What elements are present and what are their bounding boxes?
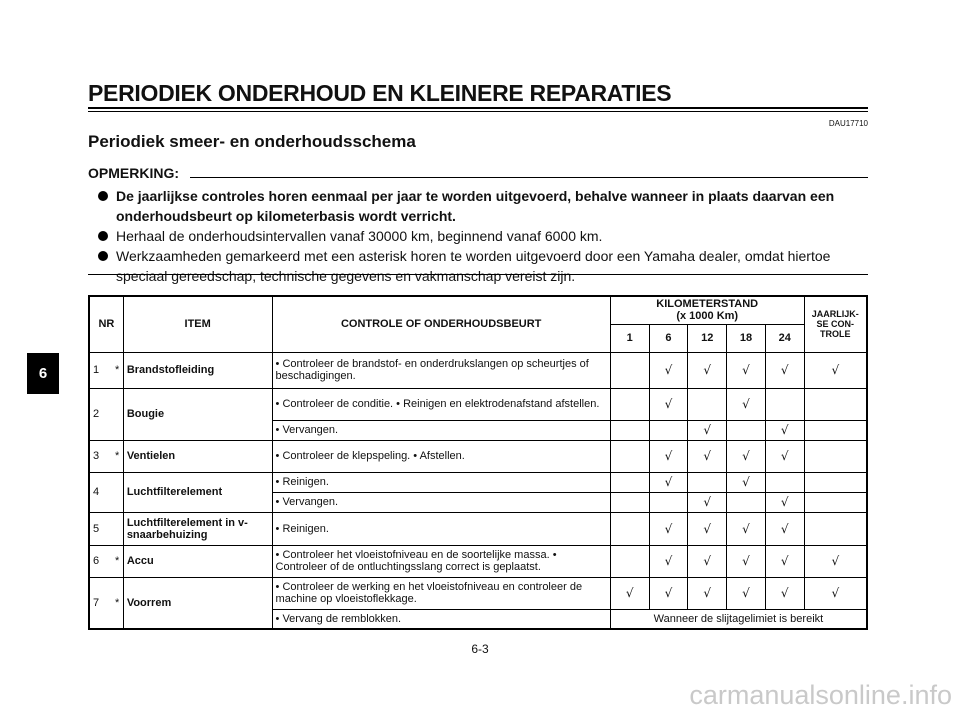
note-item bbox=[98, 186, 870, 226]
row-star: * bbox=[112, 352, 123, 388]
row-mark bbox=[804, 440, 867, 472]
row-mark: √ bbox=[765, 512, 804, 545]
row-task: • Reinigen. bbox=[272, 472, 610, 492]
row-item: Luchtfilterelement in v-snaarbehuizing bbox=[123, 512, 272, 545]
row-task: • Controleer de conditie. • Reinigen en elektrodenafstand afstellen. bbox=[272, 388, 610, 420]
row-item: Accu bbox=[123, 545, 272, 577]
row-mark bbox=[804, 512, 867, 545]
row-mark: √ bbox=[727, 388, 766, 420]
note-heading: OPMERKING: bbox=[88, 165, 179, 181]
row-mark bbox=[804, 388, 867, 420]
row-mark bbox=[649, 420, 688, 440]
row-task: • Controleer het vloeistofniveau en de soortelijke massa. • Controleer of de ontluchtingsslang correct is geplaatst. bbox=[272, 545, 610, 577]
row-mark bbox=[610, 512, 649, 545]
row-task: • Controleer de klepspeling. • Afstellen. bbox=[272, 440, 610, 472]
row-task: • Controleer de werking en het vloeistofniveau en controleer de machine op vloeistoflekkage. bbox=[272, 577, 610, 609]
note-text: Werkzaamheden gemarkeerd met een asterisk horen te worden uitgevoerd door een Yamaha dealer, omdat hiertoe speciaal gereedschap, technische gegevens en vakmanschap vereist zijn. bbox=[116, 248, 831, 284]
row-mark bbox=[610, 352, 649, 388]
note-item bbox=[98, 226, 870, 246]
row-mark bbox=[727, 420, 766, 440]
header-km-col: 1 bbox=[610, 324, 649, 352]
page-number: 6-3 bbox=[471, 642, 489, 656]
row-mark bbox=[804, 472, 867, 492]
bullet-icon bbox=[98, 231, 108, 241]
row-mark bbox=[610, 492, 649, 512]
row-mark bbox=[649, 492, 688, 512]
row-mark: √ bbox=[688, 440, 727, 472]
note-text: De jaarlijkse controles horen eenmaal per jaar te worden uitgevoerd, behalve wanneer in plaats daarvan een onderhoudsbeurt op kilometerbasis wordt verricht. bbox=[116, 188, 835, 224]
row-nr: 1 bbox=[89, 352, 112, 388]
note-item bbox=[98, 246, 870, 286]
row-mark: √ bbox=[765, 577, 804, 609]
row-item: Brandstofleiding bbox=[123, 352, 272, 388]
row-mark bbox=[804, 420, 867, 440]
row-task: • Vervangen. bbox=[272, 420, 610, 440]
row-mark: √ bbox=[727, 440, 766, 472]
note-rule bbox=[190, 177, 868, 178]
row-mark: √ bbox=[688, 492, 727, 512]
row-item: Ventielen bbox=[123, 440, 272, 472]
row-mark: √ bbox=[765, 545, 804, 577]
header-nr: NR bbox=[89, 296, 123, 352]
row-task: • Reinigen. bbox=[272, 512, 610, 545]
table-row bbox=[89, 512, 867, 545]
row-item: Voorrem bbox=[123, 577, 272, 629]
row-mark: √ bbox=[765, 352, 804, 388]
bullet-icon bbox=[98, 191, 108, 201]
row-star bbox=[112, 472, 123, 512]
row-mark bbox=[610, 440, 649, 472]
header-km-col: 6 bbox=[649, 324, 688, 352]
row-nr: 7 bbox=[89, 577, 112, 629]
row-star bbox=[112, 512, 123, 545]
row-mark bbox=[610, 472, 649, 492]
row-mark: √ bbox=[727, 545, 766, 577]
row-star bbox=[112, 388, 123, 440]
row-mark: √ bbox=[688, 512, 727, 545]
row-mark bbox=[610, 388, 649, 420]
row-mark: √ bbox=[727, 472, 766, 492]
row-mark: √ bbox=[688, 352, 727, 388]
header-km-label: KILOMETERSTAND bbox=[656, 298, 759, 311]
row-mark: √ bbox=[727, 577, 766, 609]
doc-code: DAU17710 bbox=[828, 119, 868, 128]
note-end-rule bbox=[88, 274, 868, 275]
row-mark: √ bbox=[727, 512, 766, 545]
row-mark: √ bbox=[649, 472, 688, 492]
row-task: • Vervang de remblokken. bbox=[272, 609, 610, 629]
header-km-unit: (x 1000 Km) bbox=[676, 310, 739, 323]
note-list bbox=[98, 186, 870, 286]
row-mark bbox=[804, 492, 867, 512]
row-star: * bbox=[112, 577, 123, 629]
row-mark bbox=[688, 472, 727, 492]
row-task: • Controleer de brandstof- en onderdrukslangen op scheurtjes of beschadigingen. bbox=[272, 352, 610, 388]
watermark: carmanualsonline.info bbox=[689, 680, 952, 710]
row-mark: √ bbox=[649, 388, 688, 420]
row-mark: √ bbox=[649, 545, 688, 577]
header-km bbox=[610, 296, 804, 324]
table-row bbox=[89, 352, 867, 388]
table-row bbox=[89, 440, 867, 472]
header-check: CONTROLE OF ONDERHOUDSBEURT bbox=[272, 296, 610, 352]
row-nr: 6 bbox=[89, 545, 112, 577]
row-mark: √ bbox=[727, 352, 766, 388]
row-mark: √ bbox=[688, 420, 727, 440]
row-item: Luchtfilterelement bbox=[123, 472, 272, 512]
row-mark: √ bbox=[649, 577, 688, 609]
title-rule bbox=[88, 107, 868, 109]
row-mark: √ bbox=[688, 577, 727, 609]
header-annual: JAARLIJK- SE CON- TROLE bbox=[804, 296, 867, 352]
header-km-col: 24 bbox=[765, 324, 804, 352]
row-star: * bbox=[112, 440, 123, 472]
row-mark bbox=[765, 472, 804, 492]
row-mark bbox=[610, 420, 649, 440]
row-nr: 5 bbox=[89, 512, 112, 545]
row-span-note: Wanneer de slijtagelimiet is bereikt bbox=[610, 609, 867, 629]
table-row bbox=[89, 545, 867, 577]
title-rule-thin bbox=[88, 111, 868, 112]
row-nr: 4 bbox=[89, 472, 112, 512]
row-mark: √ bbox=[649, 352, 688, 388]
row-mark: √ bbox=[804, 352, 867, 388]
page-subtitle: Periodiek smeer- en onderhoudsschema bbox=[88, 132, 416, 151]
row-mark: √ bbox=[610, 577, 649, 609]
row-mark: √ bbox=[765, 420, 804, 440]
row-mark: √ bbox=[649, 512, 688, 545]
row-task: • Vervangen. bbox=[272, 492, 610, 512]
row-nr: 3 bbox=[89, 440, 112, 472]
row-mark: √ bbox=[804, 577, 867, 609]
section-title: PERIODIEK ONDERHOUD EN KLEINERE REPARATIES bbox=[88, 80, 672, 106]
row-mark bbox=[610, 545, 649, 577]
row-nr: 2 bbox=[89, 388, 112, 440]
table-row bbox=[89, 577, 867, 609]
row-mark bbox=[727, 492, 766, 512]
row-mark: √ bbox=[765, 440, 804, 472]
header-item: ITEM bbox=[123, 296, 272, 352]
header-km-col: 12 bbox=[688, 324, 727, 352]
maintenance-schedule-table bbox=[88, 295, 868, 630]
table-row bbox=[89, 388, 867, 420]
bullet-icon bbox=[98, 251, 108, 261]
row-mark bbox=[688, 388, 727, 420]
row-star: * bbox=[112, 545, 123, 577]
chapter-tab: 6 bbox=[27, 353, 59, 394]
row-mark bbox=[765, 388, 804, 420]
row-mark: √ bbox=[649, 440, 688, 472]
row-mark: √ bbox=[804, 545, 867, 577]
row-mark: √ bbox=[688, 545, 727, 577]
header-km-col: 18 bbox=[727, 324, 766, 352]
table-row bbox=[89, 472, 867, 492]
row-item: Bougie bbox=[123, 388, 272, 440]
note-text: Herhaal de onderhoudsintervallen vanaf 30000 km, beginnend vanaf 6000 km. bbox=[116, 228, 603, 244]
row-mark: √ bbox=[765, 492, 804, 512]
